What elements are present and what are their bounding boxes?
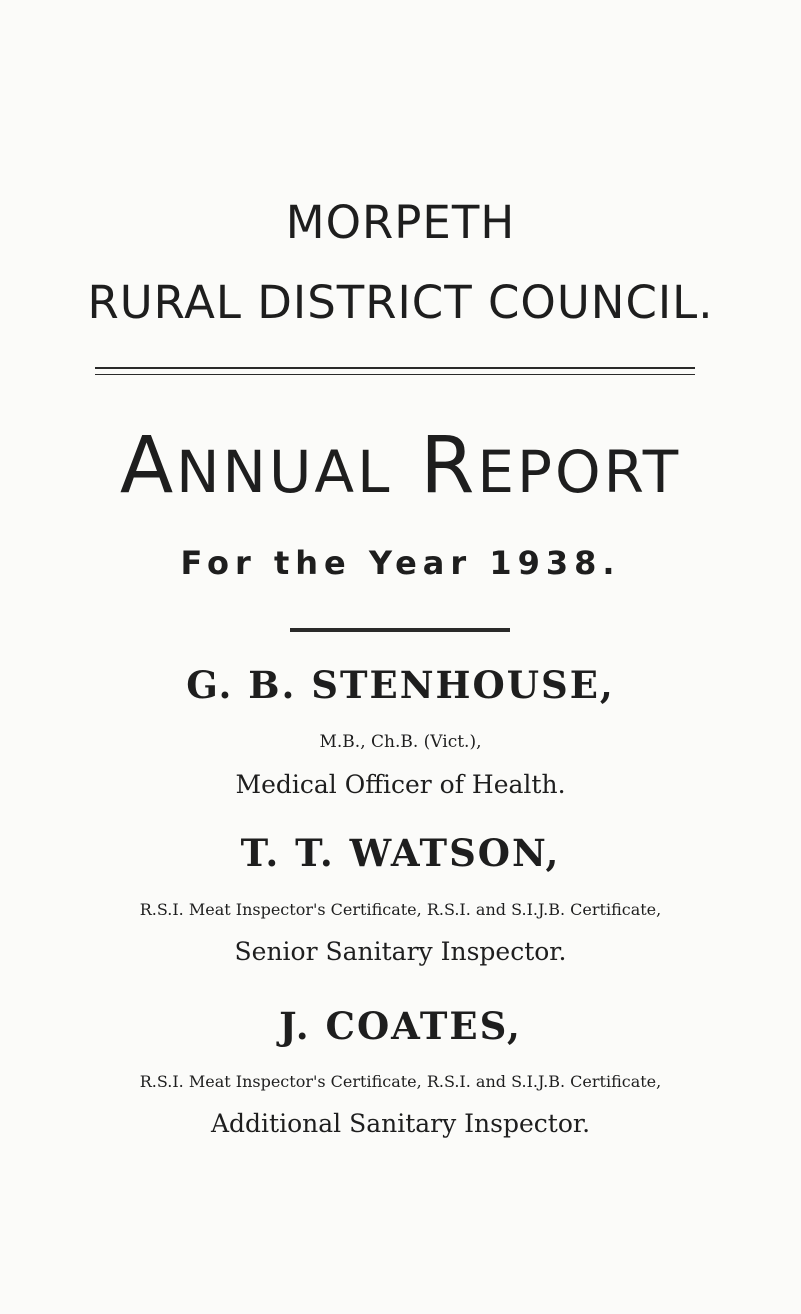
double-rule-divider [95, 367, 695, 375]
short-rule-divider [290, 628, 510, 632]
report-title [0, 421, 801, 514]
officer-qualifications-watson: R.S.I. Meat Inspector's Certificate, R.S.I. and S.I.J.B. Certificate, [139, 900, 662, 919]
officer-name-stenhouse: G. B. STENHOUSE, [186, 663, 615, 707]
title-initial-a: A [119, 421, 177, 511]
title-word-annual-rest: NNUAL [176, 438, 393, 506]
officer-role-coates: Additional Sanitary Inspector. [210, 1109, 591, 1138]
council-name-line2: RURAL DISTRICT COUNCIL. [87, 276, 714, 329]
officer-name-watson: T. T. WATSON, [240, 831, 561, 875]
report-year-line: For the Year 1938. [180, 544, 621, 582]
officer-qualifications-coates: R.S.I. Meat Inspector's Certificate, R.S.I. and S.I.J.B. Certificate, [139, 1072, 662, 1091]
officer-qualifications-stenhouse: M.B., Ch.B. (Vict.), [319, 732, 482, 752]
title-word-report-rest: EPORT [477, 438, 682, 506]
officer-name-coates: J. COATES, [279, 1004, 522, 1048]
title-initial-r: R [420, 421, 478, 511]
officer-role-stenhouse: Medical Officer of Health. [235, 770, 566, 799]
council-name-line1: MORPETH [285, 196, 516, 249]
officer-role-watson: Senior Sanitary Inspector. [234, 937, 567, 966]
